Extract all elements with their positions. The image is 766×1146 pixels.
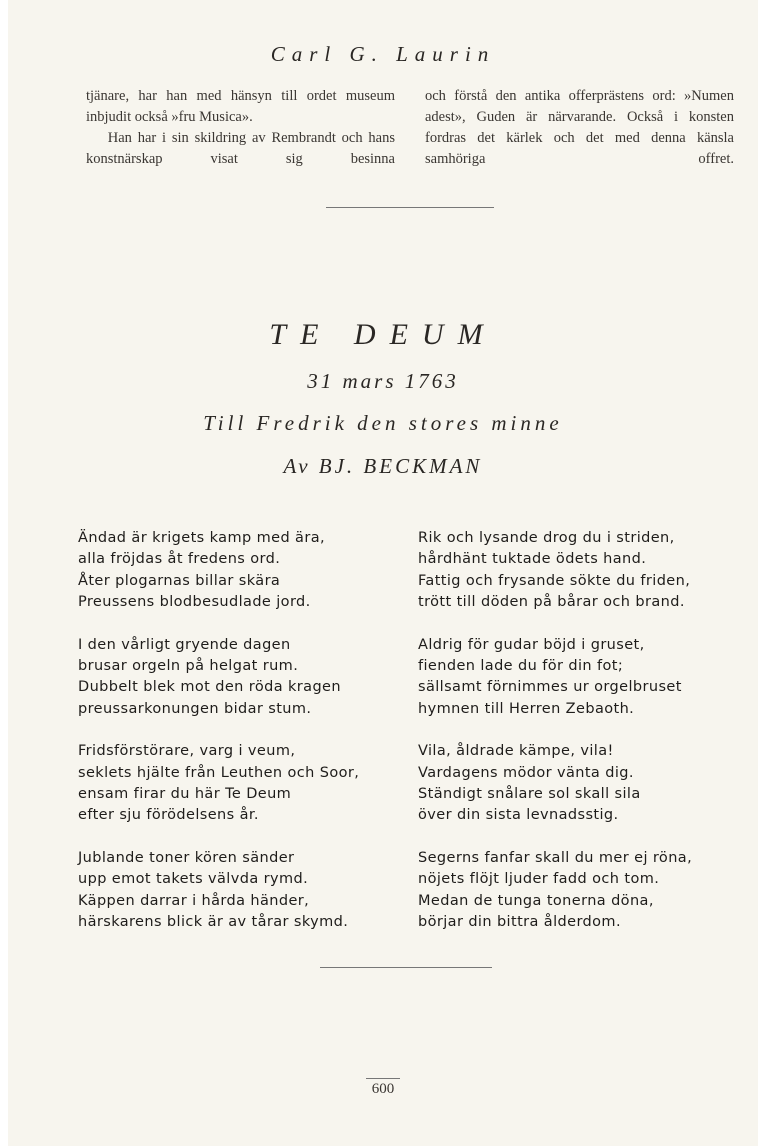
verse-line: Ändad är krigets kamp med ära, bbox=[78, 530, 325, 546]
stanza bbox=[418, 635, 718, 720]
verse-line: trött till döden på bårar och brand. bbox=[418, 593, 685, 610]
page-number bbox=[8, 1078, 758, 1098]
verse-line: fienden lade du för din fot; bbox=[418, 657, 624, 674]
verse-line: hårdhänt tuktade ödets hand. bbox=[418, 551, 647, 568]
page bbox=[8, 0, 758, 1146]
poem-title: TE DEUM bbox=[269, 318, 497, 351]
stanza bbox=[78, 848, 388, 933]
verse-line: Fattig och frysande sökte du friden, bbox=[418, 572, 691, 589]
verse-line: Åter plogarnas billar skära bbox=[78, 572, 281, 589]
verse-line: ensam firar du här Te Deum bbox=[78, 785, 292, 802]
stanza bbox=[418, 528, 718, 613]
verse-line: Preussens blodbesudlade jord. bbox=[78, 593, 311, 610]
verse-line: över din sista levnadsstig. bbox=[418, 807, 619, 824]
verse-line: sällsamt förnimmes ur orgelbruset bbox=[418, 679, 682, 696]
verse-line: hymnen till Herren Zebaoth. bbox=[418, 700, 635, 717]
poem-column-right bbox=[418, 528, 718, 955]
prose-column-left bbox=[86, 86, 395, 170]
verse-line: Ständigt snålare sol skall sila bbox=[418, 785, 641, 802]
prose-paragraph: Han har i sin skildring av Rembrandt och hans konstnärskap visat sig besinna bbox=[86, 130, 395, 167]
stanza bbox=[418, 848, 718, 933]
verse-line: Vila, åldrade kämpe, vila! bbox=[418, 743, 614, 760]
verse-line: brusar orgeln på helgat rum. bbox=[78, 657, 299, 674]
verse-line: Käppen darrar i hårda händer, bbox=[78, 892, 310, 909]
verse-line: Dubbelt blek mot den röda kragen bbox=[78, 679, 341, 696]
prose-paragraph: tjänare, har han med hänsyn till ordet museum inbjudit också »fru Musica». bbox=[86, 88, 395, 125]
verse-line: preussarkonungen bidar stum. bbox=[78, 700, 312, 717]
verse-line: nöjets flöjt ljuder fadd och tom. bbox=[418, 871, 660, 888]
verse-line: efter sju förödelsens år. bbox=[78, 807, 259, 824]
poem-date: 31 mars 1763 bbox=[307, 369, 459, 393]
verse-line: Aldrig för gudar böjd i gruset, bbox=[418, 636, 645, 653]
verse-line: Medan de tunga tonerna döna, bbox=[418, 892, 654, 909]
verse-line: Rik och lysande drog du i striden, bbox=[418, 530, 675, 546]
running-head: Carl G. Laurin bbox=[270, 42, 496, 66]
page-number-text: 600 bbox=[366, 1078, 401, 1098]
stanza bbox=[78, 528, 388, 613]
verse-line: Segerns fanfar skall du mer ej röna, bbox=[418, 850, 693, 867]
stanza bbox=[418, 741, 718, 826]
prose-paragraph: och förstå den antika offerprästens ord: »Numen adest», Guden är närvarande. Också i konsten fordras det kärlek och det med denna känsla samhöriga offret. bbox=[425, 88, 734, 167]
verse-line: Jublande toner kören sänder bbox=[78, 850, 295, 867]
verse-line: härskarens blick är av tårar skymd. bbox=[78, 913, 349, 930]
verse-line: seklets hjälte från Leuthen och Soor, bbox=[78, 764, 360, 781]
end-divider bbox=[320, 967, 492, 968]
verse-line: I den vårligt gryende dagen bbox=[78, 636, 291, 653]
poem-column-left bbox=[78, 528, 388, 955]
stanza bbox=[78, 635, 388, 720]
poem-dedication: Till Fredrik den stores minne bbox=[203, 411, 563, 435]
section-divider bbox=[326, 207, 494, 208]
verse-line: alla fröjdas åt fredens ord. bbox=[78, 551, 281, 568]
prose-column-right bbox=[425, 86, 734, 170]
poem-body bbox=[78, 528, 718, 955]
verse-line: Vardagens mödor vänta dig. bbox=[418, 764, 634, 781]
verse-line: Fridsförstörare, varg i veum, bbox=[78, 743, 296, 760]
stanza bbox=[78, 741, 388, 826]
verse-line: upp emot takets välvda rymd. bbox=[78, 871, 309, 888]
poem-author: Av BJ. BECKMAN bbox=[283, 454, 483, 478]
prose-section bbox=[86, 86, 734, 170]
verse-line: börjar din bittra ålderdom. bbox=[418, 913, 621, 930]
